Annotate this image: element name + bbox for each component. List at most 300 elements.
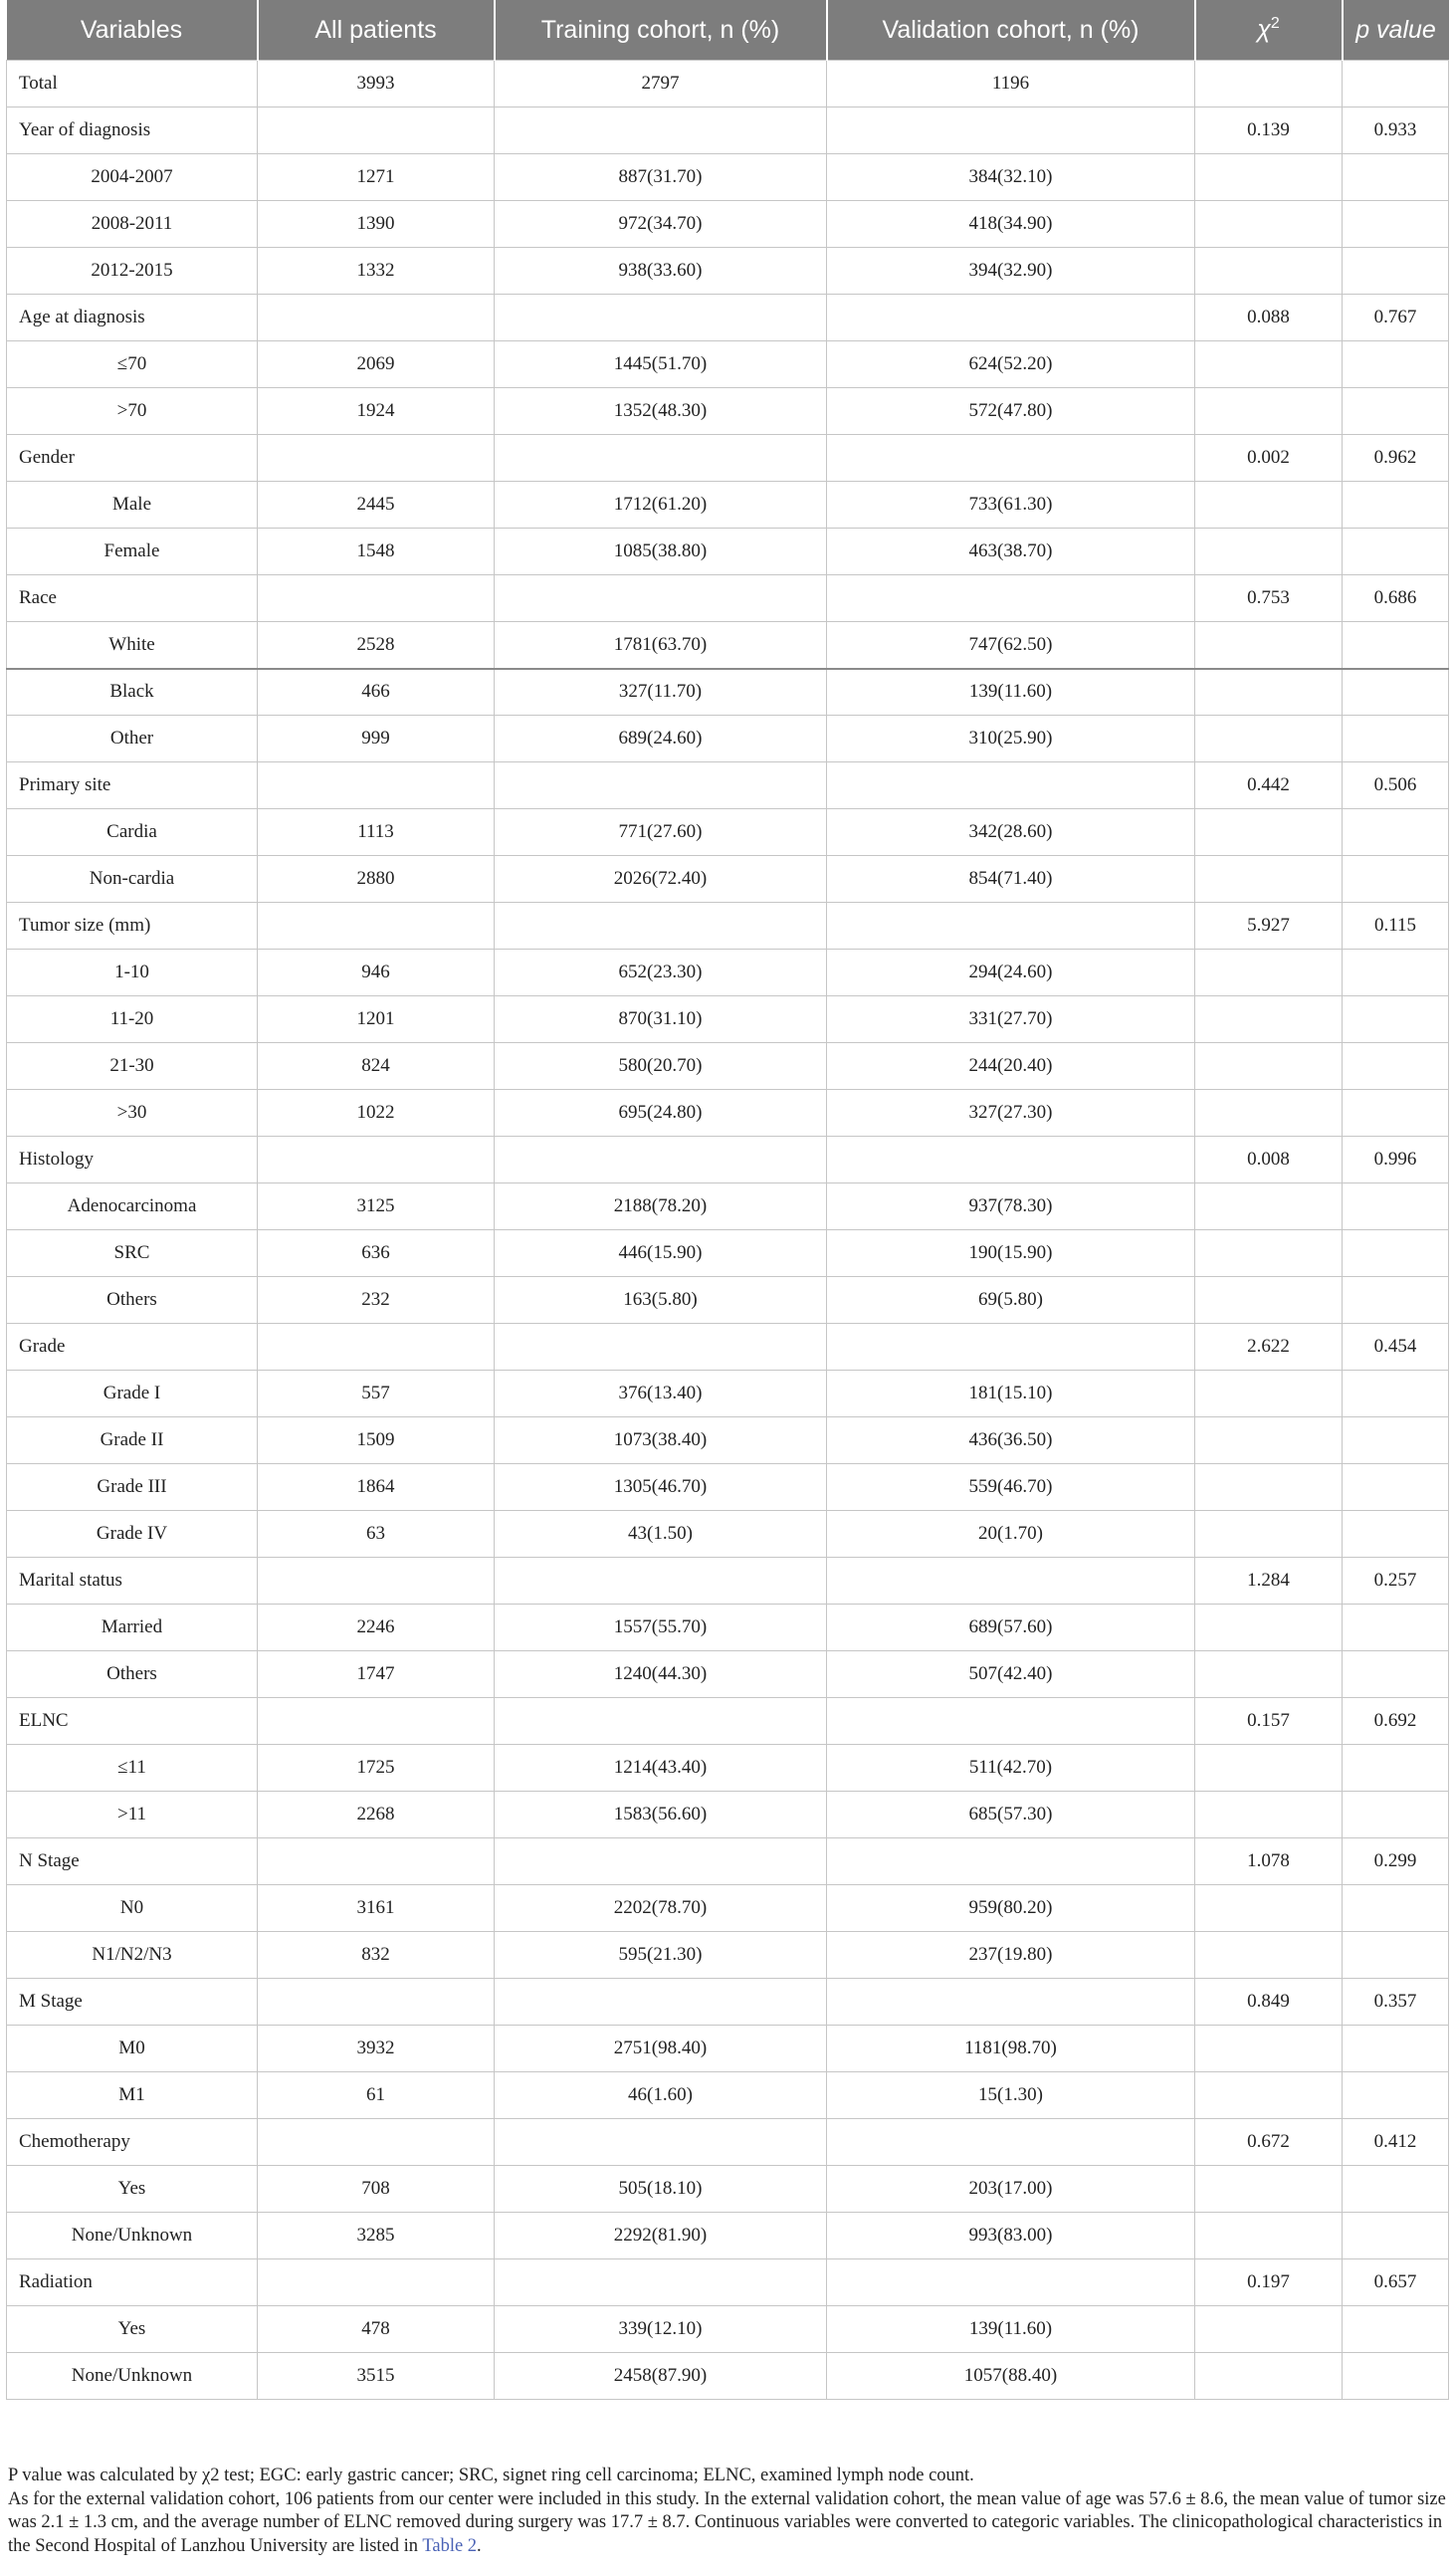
cell-chi-square — [1195, 61, 1343, 107]
cell-chi-square — [1195, 1417, 1343, 1464]
cell-p-value — [1343, 2166, 1449, 2213]
cell-p-value: 0.454 — [1343, 1324, 1449, 1371]
cell-variable: Yes — [7, 2306, 258, 2353]
table-header — [7, 0, 1449, 61]
cell-validation: 69(5.80) — [827, 1277, 1195, 1324]
cell-p-value — [1343, 482, 1449, 529]
cell-validation — [827, 575, 1195, 622]
cell-all-patients — [258, 1838, 495, 1885]
cell-all-patients: 708 — [258, 2166, 495, 2213]
cell-chi-square — [1195, 1745, 1343, 1792]
cell-training: 595(21.30) — [495, 1932, 827, 1979]
cell-variable: Adenocarcinoma — [7, 1183, 258, 1230]
cell-variable: None/Unknown — [7, 2213, 258, 2259]
cell-variable: ≤11 — [7, 1745, 258, 1792]
cell-chi-square: 0.849 — [1195, 1979, 1343, 2026]
table-row-variable — [7, 107, 1449, 154]
table-row-variable — [7, 2119, 1449, 2166]
cell-all-patients — [258, 762, 495, 809]
cell-variable: None/Unknown — [7, 2353, 258, 2400]
cell-all-patients: 466 — [258, 669, 495, 716]
cell-all-patients: 3125 — [258, 1183, 495, 1230]
table-row-variable — [7, 435, 1449, 482]
cell-variable: ≤70 — [7, 341, 258, 388]
cell-variable: Year of diagnosis — [7, 107, 258, 154]
cell-chi-square — [1195, 2166, 1343, 2213]
cell-chi-square: 5.927 — [1195, 903, 1343, 950]
cell-training — [495, 295, 827, 341]
table-row-subcategory — [7, 2072, 1449, 2119]
header-row — [7, 0, 1449, 61]
cell-all-patients: 1924 — [258, 388, 495, 435]
cell-variable: Cardia — [7, 809, 258, 856]
cell-chi-square — [1195, 248, 1343, 295]
table-row-subcategory — [7, 1745, 1449, 1792]
table-row-subcategory — [7, 2026, 1449, 2072]
table-row-subcategory — [7, 248, 1449, 295]
cell-training — [495, 2259, 827, 2306]
cell-p-value — [1343, 1371, 1449, 1417]
table-row-subcategory — [7, 1090, 1449, 1137]
cell-training: 2292(81.90) — [495, 2213, 827, 2259]
cell-training: 972(34.70) — [495, 201, 827, 248]
cell-p-value — [1343, 2072, 1449, 2119]
cell-all-patients: 557 — [258, 1371, 495, 1417]
cell-all-patients: 3285 — [258, 2213, 495, 2259]
cell-chi-square: 0.002 — [1195, 435, 1343, 482]
cell-variable: Total — [7, 61, 258, 107]
cell-training: 505(18.10) — [495, 2166, 827, 2213]
cell-validation: 507(42.40) — [827, 1651, 1195, 1698]
cell-variable: Marital status — [7, 1558, 258, 1605]
cell-all-patients: 3993 — [258, 61, 495, 107]
cell-p-value — [1343, 996, 1449, 1043]
table-row-variable — [7, 61, 1449, 107]
cell-p-value: 0.257 — [1343, 1558, 1449, 1605]
cell-all-patients: 3515 — [258, 2353, 495, 2400]
cell-validation — [827, 762, 1195, 809]
cell-variable: Other — [7, 716, 258, 762]
cell-validation — [827, 2259, 1195, 2306]
cell-p-value: 0.767 — [1343, 295, 1449, 341]
cell-variable: White — [7, 622, 258, 669]
cell-variable: SRC — [7, 1230, 258, 1277]
table-row-subcategory — [7, 809, 1449, 856]
cell-chi-square — [1195, 201, 1343, 248]
cell-training — [495, 1137, 827, 1183]
cell-training: 870(31.10) — [495, 996, 827, 1043]
table-footnotes — [8, 2465, 1446, 2558]
cell-all-patients: 2069 — [258, 341, 495, 388]
cell-training: 2188(78.20) — [495, 1183, 827, 1230]
cell-p-value — [1343, 529, 1449, 575]
cell-training — [495, 1698, 827, 1745]
cell-validation: 463(38.70) — [827, 529, 1195, 575]
cell-all-patients — [258, 1324, 495, 1371]
cell-validation: 342(28.60) — [827, 809, 1195, 856]
cell-training: 1781(63.70) — [495, 622, 827, 669]
cell-variable: 21-30 — [7, 1043, 258, 1090]
cell-chi-square — [1195, 1464, 1343, 1511]
cell-training: 1352(48.30) — [495, 388, 827, 435]
cell-training — [495, 1558, 827, 1605]
cell-p-value — [1343, 1511, 1449, 1558]
cell-p-value — [1343, 1932, 1449, 1979]
table-row-variable — [7, 295, 1449, 341]
table-body — [7, 61, 1449, 2400]
cell-p-value: 0.933 — [1343, 107, 1449, 154]
table-row-variable — [7, 575, 1449, 622]
cell-variable: Chemotherapy — [7, 2119, 258, 2166]
table-row-subcategory — [7, 1792, 1449, 1838]
header-variables: Variables — [7, 0, 258, 61]
cell-chi-square: 0.442 — [1195, 762, 1343, 809]
cell-all-patients: 2246 — [258, 1605, 495, 1651]
cell-variable: ELNC — [7, 1698, 258, 1745]
cell-variable: Radiation — [7, 2259, 258, 2306]
cell-p-value — [1343, 1230, 1449, 1277]
cell-all-patients: 3932 — [258, 2026, 495, 2072]
characteristics-table — [6, 0, 1449, 2400]
cell-chi-square — [1195, 2213, 1343, 2259]
cell-chi-square — [1195, 856, 1343, 903]
cell-all-patients: 832 — [258, 1932, 495, 1979]
cell-variable: Others — [7, 1277, 258, 1324]
cell-validation: 1196 — [827, 61, 1195, 107]
cell-validation: 511(42.70) — [827, 1745, 1195, 1792]
cell-p-value — [1343, 856, 1449, 903]
cell-validation — [827, 1324, 1195, 1371]
cell-validation: 854(71.40) — [827, 856, 1195, 903]
cell-p-value — [1343, 669, 1449, 716]
cell-chi-square: 0.139 — [1195, 107, 1343, 154]
cell-validation — [827, 1979, 1195, 2026]
cell-chi-square — [1195, 1183, 1343, 1230]
cell-all-patients: 61 — [258, 2072, 495, 2119]
header-validation-cohort: Validation cohort, n (%) — [827, 0, 1195, 61]
cell-chi-square — [1195, 809, 1343, 856]
footnote-validation-end: . — [477, 2535, 482, 2556]
cell-validation: 244(20.40) — [827, 1043, 1195, 1090]
table-row-subcategory — [7, 1230, 1449, 1277]
cell-chi-square — [1195, 1605, 1343, 1651]
cell-training: 689(24.60) — [495, 716, 827, 762]
cell-variable: Age at diagnosis — [7, 295, 258, 341]
cell-chi-square — [1195, 1043, 1343, 1090]
cell-all-patients: 946 — [258, 950, 495, 996]
cell-p-value — [1343, 1090, 1449, 1137]
cell-all-patients: 1332 — [258, 248, 495, 295]
cell-chi-square: 2.622 — [1195, 1324, 1343, 1371]
table-container — [6, 0, 1448, 2400]
footnote-pvalue: P value was calculated by χ2 test; EGC: early gastric cancer; SRC, signet ring cell carcinoma; ELNC, examined lymph node count. — [8, 2466, 974, 2485]
cell-variable: Non-cardia — [7, 856, 258, 903]
cell-p-value: 0.996 — [1343, 1137, 1449, 1183]
cell-chi-square — [1195, 1885, 1343, 1932]
table-row-subcategory — [7, 2306, 1449, 2353]
cell-validation: 15(1.30) — [827, 2072, 1195, 2119]
cell-training: 46(1.60) — [495, 2072, 827, 2119]
cell-validation: 1057(88.40) — [827, 2353, 1195, 2400]
table-row-subcategory — [7, 622, 1449, 669]
cell-training — [495, 575, 827, 622]
cell-p-value — [1343, 1792, 1449, 1838]
cell-validation: 139(11.60) — [827, 2306, 1195, 2353]
cell-training: 446(15.90) — [495, 1230, 827, 1277]
cell-training: 771(27.60) — [495, 809, 827, 856]
cell-all-patients — [258, 1558, 495, 1605]
cell-chi-square — [1195, 154, 1343, 201]
cell-chi-square: 0.088 — [1195, 295, 1343, 341]
table-row-subcategory — [7, 529, 1449, 575]
cell-validation: 327(27.30) — [827, 1090, 1195, 1137]
cell-all-patients: 636 — [258, 1230, 495, 1277]
cell-all-patients: 824 — [258, 1043, 495, 1090]
cell-validation — [827, 295, 1195, 341]
cell-validation: 190(15.90) — [827, 1230, 1195, 1277]
cell-all-patients: 1864 — [258, 1464, 495, 1511]
cell-variable: >30 — [7, 1090, 258, 1137]
cell-all-patients: 1509 — [258, 1417, 495, 1464]
cell-training: 2797 — [495, 61, 827, 107]
cell-variable: Primary site — [7, 762, 258, 809]
table-row-variable — [7, 2259, 1449, 2306]
cell-p-value: 0.686 — [1343, 575, 1449, 622]
cell-training: 887(31.70) — [495, 154, 827, 201]
table-row-variable — [7, 1979, 1449, 2026]
cell-validation: 331(27.70) — [827, 996, 1195, 1043]
cell-validation: 310(25.90) — [827, 716, 1195, 762]
cell-all-patients — [258, 2119, 495, 2166]
cell-training — [495, 762, 827, 809]
cell-training — [495, 435, 827, 482]
cell-p-value: 0.357 — [1343, 1979, 1449, 2026]
cell-training — [495, 1324, 827, 1371]
cell-p-value — [1343, 1464, 1449, 1511]
cell-training — [495, 2119, 827, 2166]
cell-chi-square — [1195, 482, 1343, 529]
cell-validation: 624(52.20) — [827, 341, 1195, 388]
cell-training: 2751(98.40) — [495, 2026, 827, 2072]
cell-variable: >70 — [7, 388, 258, 435]
table-row-subcategory — [7, 1651, 1449, 1698]
table-row-subcategory — [7, 1043, 1449, 1090]
cell-variable: Gender — [7, 435, 258, 482]
cell-p-value: 0.692 — [1343, 1698, 1449, 1745]
table-row-subcategory — [7, 2166, 1449, 2213]
cell-p-value — [1343, 1651, 1449, 1698]
cell-chi-square — [1195, 1090, 1343, 1137]
table-row-subcategory — [7, 1511, 1449, 1558]
cell-chi-square — [1195, 669, 1343, 716]
cell-chi-square — [1195, 1932, 1343, 1979]
cell-all-patients: 1390 — [258, 201, 495, 248]
cell-p-value — [1343, 388, 1449, 435]
cell-all-patients — [258, 1979, 495, 2026]
cell-variable: Histology — [7, 1137, 258, 1183]
cell-variable: Grade IV — [7, 1511, 258, 1558]
table-row-subcategory — [7, 2213, 1449, 2259]
cell-training: 339(12.10) — [495, 2306, 827, 2353]
cell-validation: 689(57.60) — [827, 1605, 1195, 1651]
cell-validation: 559(46.70) — [827, 1464, 1195, 1511]
header-p-value — [1343, 0, 1449, 61]
cell-p-value — [1343, 2026, 1449, 2072]
cell-variable: Race — [7, 575, 258, 622]
cell-validation: 747(62.50) — [827, 622, 1195, 669]
cell-p-value — [1343, 950, 1449, 996]
cell-validation — [827, 1698, 1195, 1745]
cell-p-value — [1343, 248, 1449, 295]
cell-training: 1305(46.70) — [495, 1464, 827, 1511]
cell-chi-square — [1195, 1230, 1343, 1277]
cell-p-value: 0.412 — [1343, 2119, 1449, 2166]
cell-variable: Married — [7, 1605, 258, 1651]
cell-p-value — [1343, 1417, 1449, 1464]
cell-chi-square: 0.197 — [1195, 2259, 1343, 2306]
cell-variable: 2012-2015 — [7, 248, 258, 295]
cell-chi-square — [1195, 2353, 1343, 2400]
footnote-validation — [8, 2488, 1446, 2559]
cell-all-patients: 232 — [258, 1277, 495, 1324]
cell-variable: N1/N2/N3 — [7, 1932, 258, 1979]
cell-validation: 394(32.90) — [827, 248, 1195, 295]
cell-validation: 685(57.30) — [827, 1792, 1195, 1838]
cell-all-patients: 2268 — [258, 1792, 495, 1838]
table-row-subcategory — [7, 388, 1449, 435]
cell-p-value — [1343, 201, 1449, 248]
table-row-subcategory — [7, 341, 1449, 388]
cell-all-patients: 2528 — [258, 622, 495, 669]
cell-chi-square: 0.157 — [1195, 1698, 1343, 1745]
cell-variable: N0 — [7, 1885, 258, 1932]
cell-chi-square: 0.008 — [1195, 1137, 1343, 1183]
cell-p-value — [1343, 1277, 1449, 1324]
table-2-link[interactable]: Table 2 — [422, 2535, 478, 2556]
cell-p-value: 0.657 — [1343, 2259, 1449, 2306]
cell-all-patients: 1271 — [258, 154, 495, 201]
header-all-patients: All patients — [258, 0, 495, 61]
cell-validation: 572(47.80) — [827, 388, 1195, 435]
cell-validation — [827, 903, 1195, 950]
chi-symbol: χ — [1257, 15, 1271, 44]
cell-validation: 1181(98.70) — [827, 2026, 1195, 2072]
cell-all-patients: 2880 — [258, 856, 495, 903]
cell-chi-square: 0.672 — [1195, 2119, 1343, 2166]
cell-chi-square — [1195, 2306, 1343, 2353]
cell-validation: 733(61.30) — [827, 482, 1195, 529]
cell-training: 2026(72.40) — [495, 856, 827, 903]
cell-chi-square — [1195, 2026, 1343, 2072]
cell-all-patients: 1022 — [258, 1090, 495, 1137]
table-row-variable — [7, 1137, 1449, 1183]
cell-training: 1557(55.70) — [495, 1605, 827, 1651]
cell-all-patients — [258, 575, 495, 622]
table-row-subcategory — [7, 1885, 1449, 1932]
cell-training: 376(13.40) — [495, 1371, 827, 1417]
cell-training — [495, 903, 827, 950]
cell-chi-square — [1195, 1371, 1343, 1417]
cell-variable: 2004-2007 — [7, 154, 258, 201]
cell-p-value — [1343, 154, 1449, 201]
cell-all-patients — [258, 107, 495, 154]
cell-variable: Tumor size (mm) — [7, 903, 258, 950]
cell-variable: Grade II — [7, 1417, 258, 1464]
cell-p-value — [1343, 1885, 1449, 1932]
cell-variable: >11 — [7, 1792, 258, 1838]
cell-validation: 959(80.20) — [827, 1885, 1195, 1932]
cell-validation: 384(32.10) — [827, 154, 1195, 201]
cell-p-value — [1343, 2306, 1449, 2353]
table-row-variable — [7, 903, 1449, 950]
table-row-variable — [7, 1838, 1449, 1885]
cell-all-patients — [258, 1137, 495, 1183]
cell-p-value — [1343, 1183, 1449, 1230]
cell-variable: Female — [7, 529, 258, 575]
cell-p-value: 0.506 — [1343, 762, 1449, 809]
cell-training: 1073(38.40) — [495, 1417, 827, 1464]
cell-variable: Grade III — [7, 1464, 258, 1511]
table-row-subcategory — [7, 1371, 1449, 1417]
cell-all-patients: 1113 — [258, 809, 495, 856]
cell-all-patients — [258, 903, 495, 950]
cell-p-value — [1343, 61, 1449, 107]
cell-chi-square: 1.284 — [1195, 1558, 1343, 1605]
table-row-subcategory — [7, 669, 1449, 716]
cell-validation — [827, 1558, 1195, 1605]
cell-variable: Grade I — [7, 1371, 258, 1417]
cell-training: 43(1.50) — [495, 1511, 827, 1558]
cell-all-patients — [258, 295, 495, 341]
cell-training — [495, 107, 827, 154]
table-row-subcategory — [7, 482, 1449, 529]
cell-all-patients: 3161 — [258, 1885, 495, 1932]
table-row-subcategory — [7, 1464, 1449, 1511]
cell-variable: M0 — [7, 2026, 258, 2072]
cell-variable: 11-20 — [7, 996, 258, 1043]
p-symbol: p value — [1355, 15, 1436, 44]
cell-variable: 2008-2011 — [7, 201, 258, 248]
cell-training: 1445(51.70) — [495, 341, 827, 388]
cell-validation — [827, 1137, 1195, 1183]
cell-all-patients: 2445 — [258, 482, 495, 529]
table-row-subcategory — [7, 996, 1449, 1043]
cell-all-patients — [258, 1698, 495, 1745]
cell-chi-square — [1195, 716, 1343, 762]
cell-training: 938(33.60) — [495, 248, 827, 295]
table-row-subcategory — [7, 1605, 1449, 1651]
cell-p-value — [1343, 2353, 1449, 2400]
cell-chi-square: 0.753 — [1195, 575, 1343, 622]
table-row-subcategory — [7, 950, 1449, 996]
cell-validation: 181(15.10) — [827, 1371, 1195, 1417]
cell-chi-square — [1195, 1277, 1343, 1324]
cell-variable: 1-10 — [7, 950, 258, 996]
cell-variable: Grade — [7, 1324, 258, 1371]
cell-training: 163(5.80) — [495, 1277, 827, 1324]
cell-training: 1583(56.60) — [495, 1792, 827, 1838]
cell-p-value — [1343, 2213, 1449, 2259]
cell-all-patients: 63 — [258, 1511, 495, 1558]
cell-validation: 937(78.30) — [827, 1183, 1195, 1230]
cell-chi-square — [1195, 1651, 1343, 1698]
table-row-variable — [7, 762, 1449, 809]
cell-all-patients: 1725 — [258, 1745, 495, 1792]
table-row-variable — [7, 1698, 1449, 1745]
header-chi-square — [1195, 0, 1343, 61]
table-row-subcategory — [7, 1183, 1449, 1230]
cell-validation — [827, 2119, 1195, 2166]
